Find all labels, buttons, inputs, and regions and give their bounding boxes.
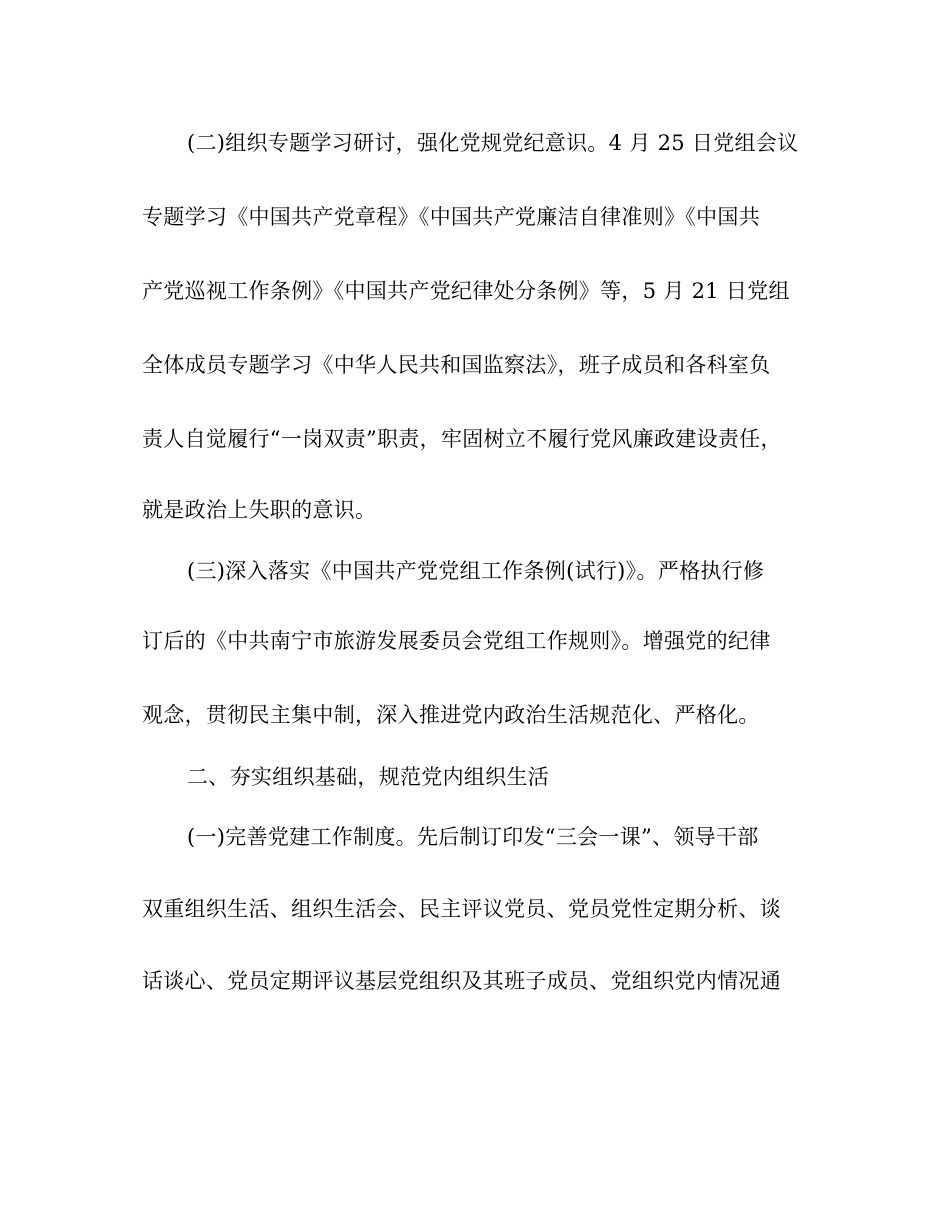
paragraph-line: 全体成员专题学习《中华人民共和国监察法》，班子成员和各科室负 xyxy=(142,353,771,377)
paragraph-line: (三)深入落实《中国共产党党组工作条例(试行)》。严格执行修 xyxy=(187,559,765,583)
paragraph-line: 责人自觉履行“一岗双责”职责，牢固树立不履行党风廉政建设责任， xyxy=(142,427,782,451)
paragraph-line: 就是政治上失职的意识。 xyxy=(142,498,377,522)
paragraph-line: 双重组织生活、组织生活会、民主评议党员、党员党性定期分析、谈 xyxy=(142,897,781,921)
section-heading: 二、夯实组织基础，规范党内组织生活 xyxy=(187,765,550,789)
paragraph-line: 专题学习《中国共产党章程》《中国共产党廉洁自律准则》《中国共 xyxy=(142,205,760,229)
paragraph-line: 观念，贯彻民主集中制，深入推进党内政治生活规范化、严格化。 xyxy=(142,703,760,727)
paragraph-line: 订后的《中共南宁市旅游发展委员会党组工作规则》。增强党的纪律 xyxy=(142,629,771,653)
paragraph-line: (一)完善党建工作制度。先后制订印发“三会一课”、领导干部 xyxy=(187,825,759,849)
paragraph-line: 产党巡视工作条例》《中国共产党纪律处分条例》等，5 月 21 日党组 xyxy=(142,279,790,303)
paragraph-line: 话谈心、党员定期评议基层党组织及其班子成员、党组织党内情况通 xyxy=(142,969,781,993)
paragraph-line: (二)组织专题学习研讨，强化党规党纪意识。4 月 25 日党组会议 xyxy=(187,131,799,155)
